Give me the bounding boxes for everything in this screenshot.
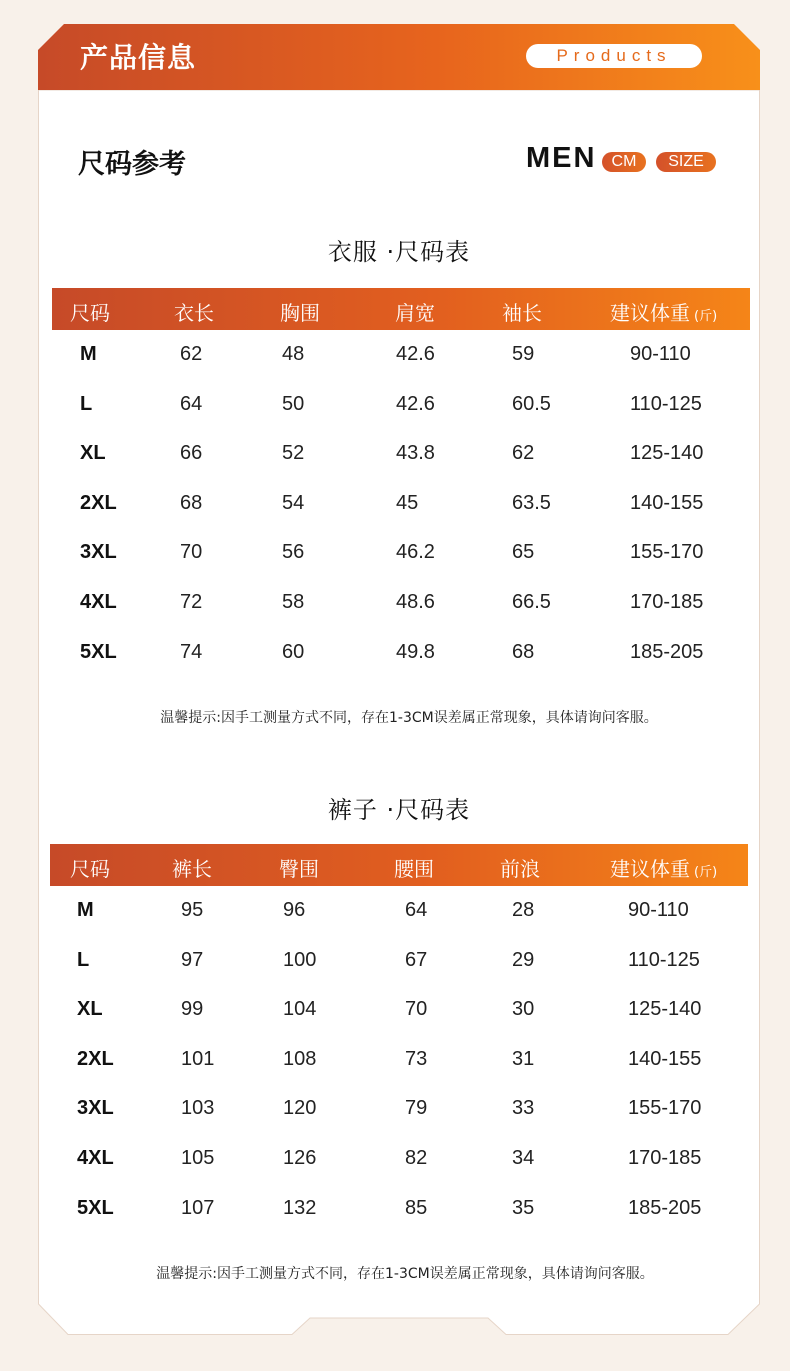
header-cell: 裤长 [172, 857, 212, 881]
value-cell: 74 [180, 640, 203, 663]
weight-unit: (斤) [694, 309, 718, 324]
table-row [38, 529, 760, 578]
value-cell: 28 [512, 899, 535, 921]
value-cell: 60.5 [512, 392, 551, 415]
value-cell: 31 [512, 1047, 535, 1070]
value-cell: 49.8 [396, 640, 435, 663]
value-cell: 170-185 [630, 591, 704, 613]
value-cell: 66.5 [512, 591, 551, 613]
section-title: 尺码参考 [78, 149, 186, 180]
value-cell: 90-110 [630, 343, 691, 365]
table-row [38, 331, 760, 380]
tops-note: 温馨提示:因手工测量方式不同，存在1-3CM误差属正常现象，具体请询问客服。 [160, 710, 658, 726]
value-cell: 70 [405, 998, 428, 1021]
table-row [38, 629, 760, 678]
header-cell-weight [610, 297, 717, 326]
value-cell: 95 [181, 899, 204, 921]
value-cell: 125-140 [628, 998, 702, 1021]
size-cell: XL [80, 442, 106, 465]
value-cell: 29 [512, 948, 535, 971]
value-cell: 66 [180, 442, 203, 465]
value-cell: 126 [283, 1147, 317, 1169]
value-cell: 30 [512, 998, 535, 1021]
value-cell: 96 [283, 899, 306, 921]
value-cell: 60 [282, 640, 305, 663]
value-cell: 110-125 [628, 948, 700, 971]
cm-badge: CM [602, 152, 646, 172]
size-cell: M [80, 343, 97, 365]
pants-table-header [50, 844, 748, 886]
value-cell: 105 [181, 1147, 215, 1169]
value-cell: 68 [180, 491, 203, 514]
size-cell: 3XL [77, 1097, 114, 1120]
value-cell: 67 [405, 948, 428, 971]
table-row [38, 887, 760, 936]
size-cell: 2XL [80, 491, 117, 514]
header-cell: 腰围 [394, 857, 434, 881]
value-cell: 155-170 [630, 541, 704, 564]
value-cell: 101 [181, 1047, 215, 1070]
value-cell: 52 [282, 442, 305, 465]
table-row [38, 381, 760, 430]
value-cell: 35 [512, 1196, 535, 1219]
header-cell: 尺码 [70, 857, 110, 881]
value-cell: 99 [181, 998, 204, 1021]
value-cell: 43.8 [396, 442, 435, 465]
size-badge: SIZE [656, 152, 716, 172]
value-cell: 103 [181, 1097, 215, 1120]
value-cell: 132 [283, 1196, 317, 1219]
value-cell: 140-155 [630, 491, 704, 514]
value-cell: 107 [181, 1196, 215, 1219]
size-cell: 2XL [77, 1047, 114, 1070]
value-cell: 110-125 [630, 392, 702, 415]
size-cell: L [80, 392, 93, 415]
value-cell: 185-205 [628, 1196, 702, 1219]
value-cell: 42.6 [396, 392, 435, 415]
value-cell: 58 [282, 591, 305, 613]
value-cell: 45 [396, 491, 419, 514]
table-row [38, 986, 760, 1035]
value-cell: 70 [180, 541, 203, 564]
value-cell: 59 [512, 343, 535, 365]
header-cell: 建议体重 [610, 301, 690, 325]
value-cell: 68 [512, 640, 535, 663]
value-cell: 90-110 [628, 899, 689, 921]
value-cell: 82 [405, 1147, 428, 1169]
value-cell: 155-170 [628, 1097, 702, 1120]
value-cell: 120 [283, 1097, 317, 1120]
value-cell: 170-185 [628, 1147, 702, 1169]
value-cell: 50 [282, 392, 305, 415]
value-cell: 140-155 [628, 1047, 702, 1070]
header-cell: 肩宽 [395, 301, 435, 325]
product-info-card [38, 24, 760, 1335]
value-cell: 108 [283, 1047, 317, 1070]
value-cell: 34 [512, 1147, 535, 1169]
value-cell: 64 [180, 392, 203, 415]
table-row [38, 937, 760, 986]
table-row [38, 1185, 760, 1234]
value-cell: 100 [283, 948, 317, 971]
table-row [38, 430, 760, 479]
table-row [38, 1135, 760, 1184]
size-cell: 4XL [77, 1147, 114, 1169]
value-cell: 104 [283, 998, 317, 1021]
header-cell: 前浪 [500, 857, 540, 881]
weight-unit: (斤) [694, 865, 718, 880]
size-cell: L [77, 948, 90, 971]
value-cell: 64 [405, 899, 428, 921]
value-cell: 65 [512, 541, 535, 564]
size-cell: M [77, 899, 94, 921]
header-cell: 衣长 [174, 301, 214, 325]
value-cell: 62 [180, 343, 203, 365]
value-cell: 79 [405, 1097, 428, 1120]
value-cell: 73 [405, 1047, 428, 1070]
header-cell: 袖长 [502, 301, 542, 325]
tops-table-header [52, 288, 750, 330]
value-cell: 97 [181, 948, 204, 971]
header-cell: 胸围 [280, 301, 320, 325]
size-cell: 4XL [80, 591, 117, 613]
value-cell: 56 [282, 541, 305, 564]
value-cell: 48.6 [396, 591, 435, 613]
value-cell: 125-140 [630, 442, 704, 465]
header-cell: 臀围 [279, 857, 319, 881]
size-cell: 5XL [80, 640, 117, 663]
size-cell: XL [77, 998, 103, 1021]
value-cell: 33 [512, 1097, 535, 1120]
value-cell: 85 [405, 1196, 428, 1219]
table-row [38, 480, 760, 529]
pants-table-title: 裤子 ·尺码表 [327, 796, 471, 824]
size-cell: 3XL [80, 541, 117, 564]
header-cell: 建议体重 [610, 857, 690, 881]
table-row [38, 1036, 760, 1085]
products-tag: Products [526, 44, 702, 68]
size-cell: 5XL [77, 1196, 114, 1219]
tops-table-title: 衣服 ·尺码表 [327, 238, 471, 266]
value-cell: 54 [282, 491, 305, 514]
value-cell: 185-205 [630, 640, 704, 663]
pants-note: 温馨提示:因手工测量方式不同，存在1-3CM误差属正常现象，具体请询问客服。 [156, 1266, 654, 1282]
table-row [38, 579, 760, 628]
men-label: MEN [526, 142, 597, 174]
value-cell: 48 [282, 343, 305, 365]
value-cell: 63.5 [512, 491, 551, 514]
value-cell: 46.2 [396, 541, 435, 564]
value-cell: 42.6 [396, 343, 435, 365]
header-cell: 尺码 [70, 301, 110, 325]
value-cell: 72 [180, 591, 203, 613]
table-row [38, 1085, 760, 1134]
value-cell: 62 [512, 442, 535, 465]
header-cell-weight [610, 853, 717, 882]
header-title: 产品信息 [80, 41, 197, 74]
